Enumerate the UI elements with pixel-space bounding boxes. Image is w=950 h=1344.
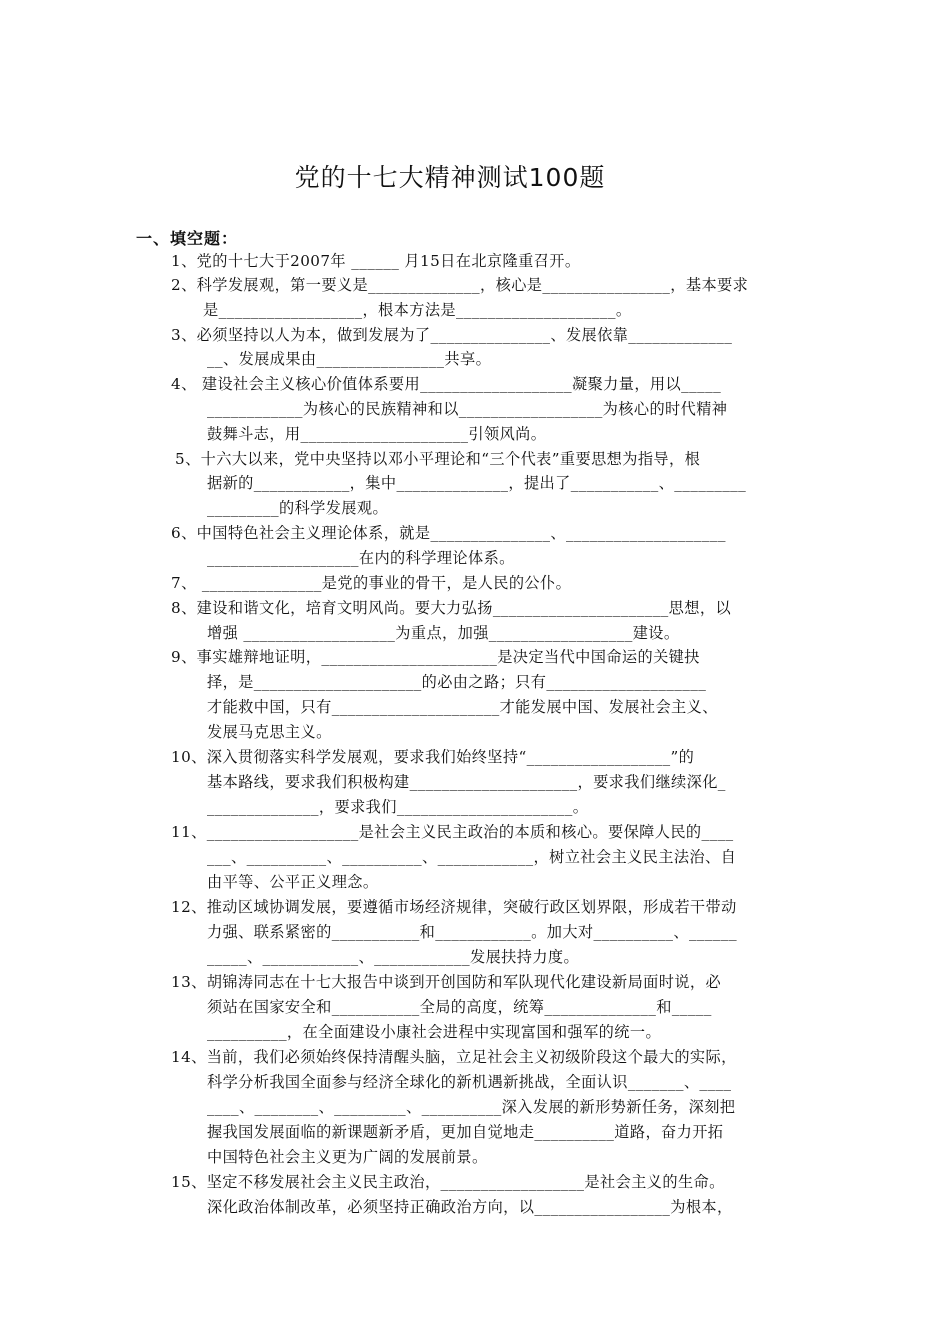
question-line: 择，是_____________________的必由之路；只有____________________ <box>207 673 707 691</box>
question-line: 鼓舞斗志，用_____________________引领风尚。 <box>207 425 547 443</box>
question-line: 8、建设和谐文化，培育文明风尚。要大力弘扬______________________思想，以 <box>171 599 732 617</box>
page-title: 党的十七大精神测试100题 <box>294 163 606 192</box>
question-line: 2、科学发展观，第一要义是______________，核心是________________，基本要求 <box>171 276 749 294</box>
question-line: 7、 _______________是党的事业的骨干，是人民的公仆。 <box>171 574 572 592</box>
question-line: 13、胡锦涛同志在十七大报告中谈到开创国防和军队现代化建设新局面时说，必 <box>171 973 722 991</box>
question-line: 力强、联系紧密的___________和____________。加大对__________、______ <box>207 923 737 941</box>
question-line: ______________，要求我们______________________。 <box>207 798 589 816</box>
question-line: 须站在国家安全和___________全局的高度，统筹______________和_____ <box>207 998 712 1016</box>
question-line: 4、 建设社会主义核心价值体系要用___________________凝聚力量，用以_____ <box>171 375 722 393</box>
question-line: 握我国发展面临的新课题新矛盾，更加自觉地走__________道路，奋力开拓 <box>207 1123 724 1141</box>
question-line: 由平等、公平正义理念。 <box>207 873 379 891</box>
question-line: 9、事实雄辩地证明，______________________是决定当代中国命运的关键抉 <box>171 648 700 666</box>
question-line: ___、__________、__________、____________，树立社会主义民主法治、自 <box>207 848 737 866</box>
question-line: 科学分析我国全面参与经济全球化的新机遇新挑战，全面认识_______、____ <box>207 1073 732 1091</box>
question-line: 发展马克思主义。 <box>207 723 332 741</box>
question-line: 据新的____________，集中______________，提出了___________、_________ <box>207 474 747 492</box>
question-line: 中国特色社会主义更为广阔的发展前景。 <box>207 1148 488 1166</box>
question-line: 才能救中国，只有_____________________才能发展中国、发展社会主义、 <box>207 698 718 716</box>
question-line: 10、深入贯彻落实科学发展观，要求我们始终坚持“__________________”的 <box>171 748 695 766</box>
question-line: ____________为核心的民族精神和以__________________为核心的时代精神 <box>207 400 728 418</box>
question-line: 基本路线，要求我们积极构建_____________________，要求我们继续深化_ <box>207 773 726 791</box>
question-line: 5、十六大以来，党中央坚持以邓小平理论和“三个代表”重要思想为指导，根 <box>175 450 701 468</box>
question-line: ____、________、_________、__________深入发展的新形势新任务，深刻把 <box>207 1098 736 1116</box>
question-line: _____、____________、____________发展扶持力度。 <box>207 948 580 966</box>
question-line: 12、推动区域协调发展，要遵循市场经济规律，突破行政区划界限，形成若干带动 <box>171 898 737 916</box>
question-line: 是__________________，根本方法是____________________。 <box>203 301 632 319</box>
question-line: __、发展成果由________________共享。 <box>207 350 492 368</box>
question-line: 增强 ___________________为重点，加强__________________建设。 <box>207 624 680 642</box>
question-line: __________，在全面建设小康社会进程中实现富国和强军的统一。 <box>207 1023 662 1041</box>
question-line: 6、中国特色社会主义理论体系，就是_______________、____________________ <box>171 524 726 542</box>
question-line: ___________________在内的科学理论体系。 <box>207 549 515 567</box>
section-heading: 一、填空题： <box>136 229 239 248</box>
question-line: 深化政治体制改革，必须坚持正确政治方向，以_________________为根本， <box>207 1198 733 1216</box>
question-line: 1、党的十七大于2007年 ______ 月15日在北京隆重召开。 <box>171 252 581 270</box>
question-line: 11、___________________是社会主义民主政治的本质和核心。要保障人民的____ <box>171 823 734 841</box>
question-line: _________的科学发展观。 <box>207 499 389 517</box>
question-line: 14、当前，我们必须始终保持清醒头脑，立足社会主义初级阶段这个最大的实际， <box>171 1048 737 1066</box>
question-line: 3、必须坚持以人为本，做到发展为了_______________、发展依靠_____________ <box>171 326 733 344</box>
question-line: 15、坚定不移发展社会主义民主政治，__________________是社会主义的生命。 <box>171 1173 725 1191</box>
